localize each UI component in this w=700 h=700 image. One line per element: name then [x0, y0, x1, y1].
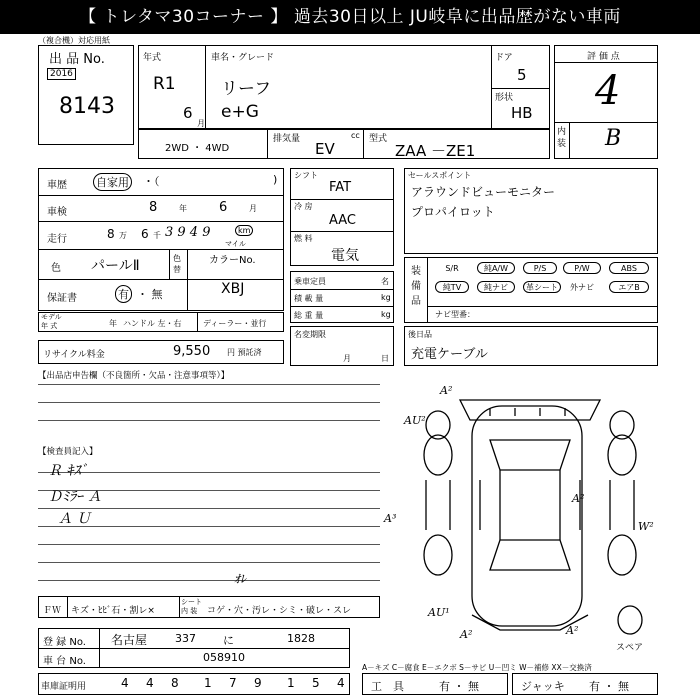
shift-box	[290, 168, 394, 266]
sales-line-1: アラウンドビューモニター	[411, 185, 556, 199]
history-close: )	[273, 173, 278, 186]
handle-label: ハンドル 左・右	[123, 319, 182, 328]
history-value: 自家用	[93, 173, 132, 191]
color-label: 色	[51, 263, 61, 274]
paper-note: （複合機）対応用紙	[38, 36, 110, 45]
score-value: 4	[595, 68, 621, 114]
sales-label: セールスポイント	[408, 171, 472, 180]
seat-handwritten: ｵﾚ	[234, 572, 247, 586]
recycle-box	[38, 340, 284, 364]
navi-type-label: ナビ型番：	[435, 310, 475, 319]
load-unit: kg	[381, 293, 391, 302]
model-label: 型式	[369, 134, 388, 144]
interior-value: B	[605, 126, 622, 151]
seat-label: シート 内 装	[181, 598, 202, 615]
damage-mark-4: A³	[384, 512, 397, 525]
ac-value: AAC	[329, 213, 356, 228]
inspection-month: 6	[219, 200, 228, 215]
lot-year: 2016	[47, 68, 76, 80]
inspection-label: 車検	[47, 207, 67, 218]
fw-label: ＦＷ	[43, 606, 62, 616]
warranty-no: ・ 無	[137, 288, 163, 301]
jack-value: 有 ・ 無	[589, 680, 629, 693]
color-no-label: カラーNo.	[209, 255, 256, 266]
year-value: R1	[153, 74, 176, 94]
mileage-sen-unit: 千	[153, 231, 161, 240]
note-line	[38, 384, 380, 385]
cert-digit: 1	[204, 676, 212, 690]
sales-line-2: プロパイロット	[411, 205, 495, 219]
mileage-label: 走行	[47, 234, 67, 245]
history-label: 車歴	[47, 180, 67, 191]
seat-value: コゲ・穴・汚レ・シミ・破レ・スレ	[207, 606, 352, 616]
displacement-value: EV	[315, 140, 335, 158]
displacement-unit: cc	[351, 131, 360, 140]
reg-change-month: 月	[343, 354, 351, 363]
drive-label: 2WD ・ 4WD	[165, 143, 230, 154]
lot-number: 8143	[59, 94, 115, 119]
equipment-item: 革シート	[523, 281, 561, 293]
cert-label: 車庫証明用	[41, 682, 87, 692]
recycle-value: 9,550	[173, 344, 211, 359]
load-label: 積 載 量	[294, 294, 324, 303]
model-year-unit: 年	[109, 319, 117, 328]
cert-digit: 5	[312, 676, 320, 690]
mileage-km: km	[235, 225, 253, 236]
grade: e+G	[221, 102, 259, 122]
damage-mark-1: A²	[440, 384, 453, 397]
page-banner: 【 トレタマ30コーナー 】 過去30日以上 JU岐阜に出品歴がない車両	[0, 0, 700, 34]
history-sep: ・（	[143, 175, 160, 188]
color-change-label: 色 替	[173, 254, 181, 274]
score-box	[554, 45, 658, 159]
doors-label: ドア	[495, 53, 513, 63]
equipment-item: 外ナビ	[570, 283, 594, 292]
note-line	[38, 420, 380, 421]
shift-value: FAT	[329, 180, 352, 195]
equipment-item: S/R	[445, 264, 459, 273]
inspector-note-1: Ｒ ｷｽﾞ	[48, 463, 88, 479]
equipment-box	[404, 257, 658, 323]
tools-label: 工 具	[371, 680, 404, 693]
registration-box	[38, 628, 350, 668]
note-line	[38, 562, 380, 563]
equipment-item: P/S	[523, 262, 557, 274]
inspection-month-unit: 月	[249, 204, 257, 213]
car-name: リーフ	[221, 79, 272, 99]
dealer-label: ディーラー・並行	[203, 319, 267, 328]
color-no-value: XBJ	[221, 281, 245, 297]
car-info-box	[138, 45, 550, 129]
garage-cert-box	[38, 673, 350, 695]
seller-notes-label: 【出品店申告欄（不良箇所・欠品・注意事項等）】	[38, 371, 230, 381]
warranty-yes: 有	[115, 285, 132, 303]
equipment-item: 純A/W	[477, 262, 515, 274]
chassis-label: 車 台 No.	[43, 656, 86, 667]
equipment-item: 純TV	[435, 281, 469, 293]
mileage-man: 8	[107, 227, 115, 241]
damage-mark-8: A²	[566, 624, 579, 637]
spare-label: スペア	[616, 643, 644, 653]
inspector-note-2: Ｄﾐﾗｰ Ａ	[48, 489, 102, 505]
lot-label: 出 品 No.	[49, 52, 105, 67]
after-label: 後日品	[408, 330, 432, 339]
damage-mark-7: A²	[460, 628, 473, 641]
model-year-label: モデル 年 式	[41, 313, 62, 330]
color-value: パールⅡ	[91, 258, 140, 274]
equipment-label: 装 備 品	[411, 266, 421, 307]
weight-label: 総 重 量	[294, 311, 324, 320]
fuel-label: 燃 料	[294, 234, 313, 243]
shape-value: HB	[511, 104, 533, 122]
shift-label: シフト	[294, 171, 318, 180]
tools-value: 有 ・ 無	[439, 680, 479, 693]
ac-label: 冷 房	[294, 202, 313, 211]
inspector-note-3: Ａ Ｕ	[58, 511, 91, 527]
damage-mark-5: W²	[638, 520, 654, 533]
note-line	[38, 580, 380, 581]
reg-place: 名古屋	[111, 633, 148, 647]
jack-label: ジャッキ	[521, 680, 565, 693]
mileage-man-unit: 万	[119, 231, 127, 240]
note-line	[38, 402, 380, 403]
damage-mark-6: AU¹	[428, 606, 450, 619]
mileage-sen: 6	[141, 227, 149, 241]
cert-digit: 4	[337, 676, 345, 690]
damage-mark-3: A²	[572, 492, 585, 505]
capacity-unit: 名	[381, 277, 389, 286]
note-line	[38, 472, 380, 473]
details-box	[38, 168, 284, 311]
damage-mark-2: AU²	[404, 414, 426, 427]
reg-number: 1828	[287, 632, 315, 645]
mileage-handwritten: 3 9 4 9	[165, 225, 211, 240]
tools-box	[362, 673, 508, 695]
reg-label: 登 録 No.	[43, 637, 86, 648]
fw-seat-row	[38, 596, 380, 618]
sales-box	[404, 168, 658, 254]
after-value: 充電ケーブル	[411, 347, 488, 362]
note-line	[38, 544, 380, 545]
cert-digit: 4	[121, 676, 129, 690]
capacity-box	[290, 271, 394, 323]
lot-box	[38, 45, 134, 145]
mileage-mile: マイル	[225, 240, 246, 248]
displacement-label: 排気量	[273, 134, 301, 144]
score-label: 評 価 点	[587, 52, 620, 62]
fw-value: キズ・ﾋﾋﾞ石・割レ×	[71, 606, 155, 616]
month-value: 6	[183, 104, 193, 122]
equipment-item: エアB	[609, 281, 649, 293]
weight-unit: kg	[381, 310, 391, 319]
reg-class: 337	[175, 632, 196, 645]
equipment-item: P/W	[563, 262, 601, 274]
reg-change-label: 名変期限	[294, 330, 326, 339]
cert-digit: 1	[287, 676, 295, 690]
recycle-label: リサイクル料金	[43, 350, 105, 360]
fuel-value: 電気	[331, 248, 359, 264]
recycle-unit: 円 預託済	[227, 348, 262, 357]
cert-digit: 7	[229, 676, 237, 690]
interior-label: 内 装	[557, 127, 567, 149]
cert-digit: 8	[171, 676, 179, 690]
reg-kana: に	[223, 634, 234, 647]
inspection-year: 8	[149, 200, 158, 215]
month-unit: 月	[197, 119, 205, 128]
year-label: 年式	[143, 53, 162, 63]
doors-value: 5	[517, 66, 527, 84]
capacity-label: 乗車定員	[294, 277, 326, 286]
reg-change-box	[290, 326, 394, 366]
inspector-label: 【検査員記入】	[38, 447, 98, 457]
model-value: ZAA －ZE1	[395, 142, 476, 160]
reg-change-day: 日	[381, 354, 389, 363]
jack-box	[512, 673, 658, 695]
cert-digit: 9	[254, 676, 262, 690]
model-year-row	[38, 312, 284, 332]
chassis-value: 058910	[203, 651, 245, 664]
equipment-item: ABS	[609, 262, 649, 274]
name-label: 車名・グレード	[211, 53, 275, 63]
inspection-year-unit: 年	[179, 204, 187, 213]
shape-label: 形状	[495, 93, 514, 103]
equipment-item: 純ナビ	[477, 281, 515, 293]
damage-legend: A－キズ C－腐食 E－エクボ S－サビ U－凹ミ W－補修 XX－交換済	[362, 663, 592, 672]
after-box	[404, 326, 658, 366]
warranty-label: 保証書	[47, 293, 77, 304]
cert-digit: 4	[146, 676, 154, 690]
spec-row	[138, 129, 550, 159]
